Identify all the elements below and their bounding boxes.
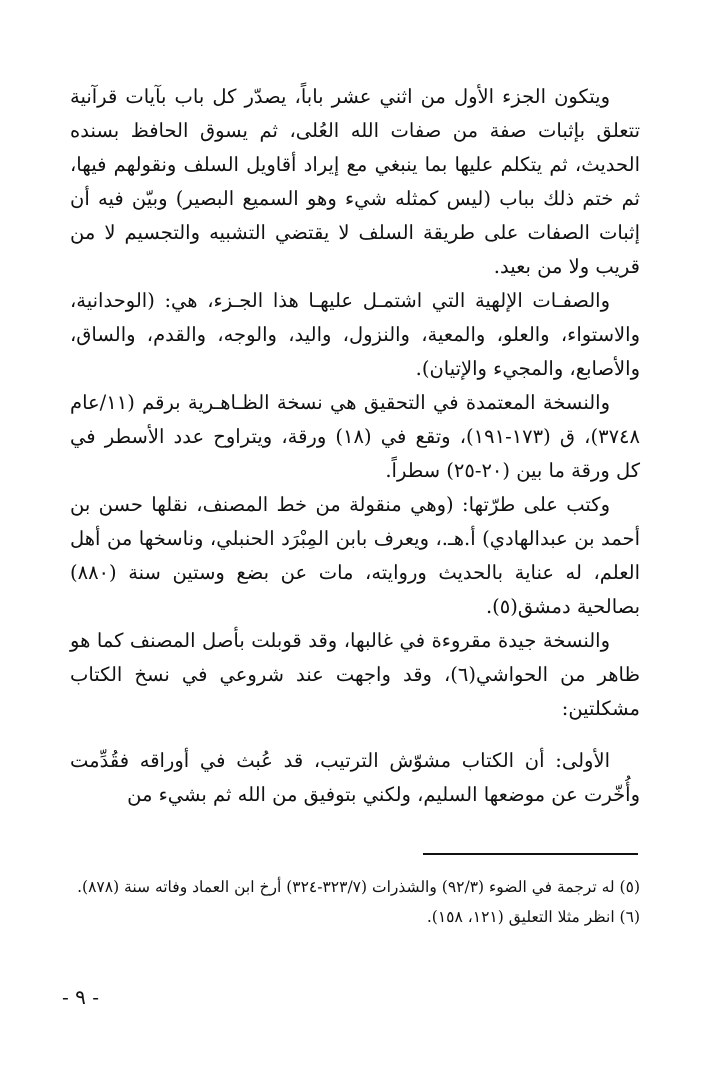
page-number: - ٩ - xyxy=(62,985,99,1009)
paragraph-title-page: وكتب على طرّتها: (وهي منقولة من خط المصنف، نقلها حسن بن أحمد بن عبدالهادي) أ.هـ.، ويعرف بابن المِبْرَد الحنبلي، وناسخها من أهل العلم، له عناية بالحديث وروايته، مات عن بضع وستين سنة (٨٨٠) بصالحية دمشق(٥). xyxy=(70,493,640,618)
footnotes xyxy=(70,872,640,932)
paragraph-structure: ويتكون الجزء الأول من اثني عشر باباً، يصدّر كل باب بآيات قرآنية تتعلق بإثبات صفة من صفات الله العُلى، ثم يسوق الحافظ بسنده الحديث، ثم يتكلم عليها بما ينبغي مع إيراد أقاويل السلف ونقولهم فيها، ثم ختم ذلك بباب (ليس كمثله شيء وهو السميع البصير) وبيّن فيه أن إثبات الصفات على طريقة السلف لا يقتضي التشبيه والتجسيم لا من قريب ولا من بعيد. xyxy=(70,85,640,278)
footnote: (٥) له ترجمة في الضوء (٩٢/٣) والشذرات (٣٢٣/٧-٣٢٤) أرخ ابن العماد وفاته سنة (٨٧٨). xyxy=(77,878,640,896)
paragraph-first-problem: الأولى: أن الكتاب مشوّش الترتيب، قد عُبث في أوراقه فقُدِّمت وأُخّرت عن موضعها السليم، ولكني بتوفيق من الله ثم بشيء من xyxy=(70,749,640,806)
paragraph-manuscript: والنسخة المعتمدة في التحقيق هي نسخة الظـاهـرية برقم (١١/عام ٣٧٤٨)، ق (١٧٣-١٩١)، وتقع في (١٨) ورقة، ويتراوح عدد الأسطر في كل ورقة ما بين (٢٠-٢٥) سطراً. xyxy=(70,391,640,482)
footnote: (٦) انظر مثلا التعليق (١٢١، ١٥٨). xyxy=(426,908,640,926)
footnote-divider xyxy=(423,853,638,855)
paragraph-problems: والنسخة جيدة مقروءة في غالبها، وقد قوبلت بأصل المصنف كما هو ظاهر من الحواشي(٦)، وقد واجهت عند شروعي في نسخ الكتاب مشكلتين: xyxy=(70,629,640,720)
main-text xyxy=(70,80,640,812)
paragraph-attributes: والصفـات الإلهية التي اشتمـل عليهـا هذا الجـزء، هي: (الوحدانية، والاستواء، والعلو، والمعية، والنزول، واليد، والوجه، والقدم، والساق، والأصابع، والمجيء والإتيان). xyxy=(70,289,640,380)
